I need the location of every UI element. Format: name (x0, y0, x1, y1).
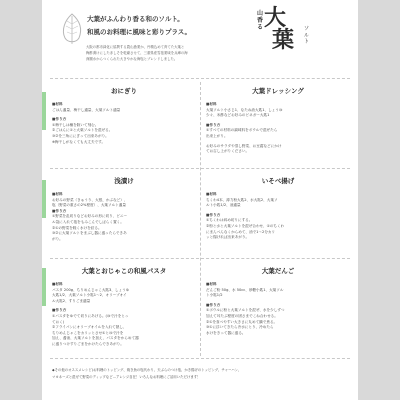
recipe-line: ル袋に入れて塩をもみこんでしばらく置く。 (52, 219, 124, 224)
recipe-line: ■材料 (206, 282, 217, 286)
recipe-line: ッと揚げれば出来あがり。 (206, 235, 250, 240)
recipe-line: ③①に浮いてきたら冷水にとり、冷めたら (206, 325, 274, 330)
recipe-line: パスタ 200g、ちりめんじゃこ大匙3、しょうゆ (52, 287, 130, 292)
recipe-line: ③②に大葉ソルトをまぶし器に盛ったらできあ (52, 231, 127, 236)
recipe-line: ①ボウルに粉と大葉ソルトを混ぜ、水を少しずつ (206, 308, 285, 313)
footer-note (42, 364, 358, 388)
recipe-dango (206, 266, 350, 356)
recipe-line: ①野菜を乱切りなどお好みの形に切り、ビニー (52, 214, 128, 219)
recipe-title: いそべ揚げ (261, 177, 295, 185)
divider (50, 78, 350, 79)
recipe-title: おにぎり (111, 87, 137, 95)
recipe-line: ②粉と水と大葉ソルトを混ぜ合わせ、①のちくわ (206, 223, 285, 228)
recipe-dressing (206, 86, 350, 164)
recipe-line: ②①の野菜を軽く水けを絞る。 (52, 225, 102, 230)
recipe-asazuke (52, 176, 196, 256)
intro-line: 深層水からつくられた大きやかな海塩とブレンドしました。 (86, 57, 178, 61)
recipe-title: 大葉ドレッシング (252, 87, 304, 95)
recipe-line: 大葉ソルト小さじ1、なたね油大匙1、しょうゆ (206, 107, 283, 112)
recipe-line: ル大匙2、すりごま適量 (52, 298, 91, 303)
tagline-1: 大葉がふんわり香る和のソルト。 (87, 15, 184, 23)
recipe-isobe-age (206, 176, 350, 256)
column-divider (200, 82, 201, 356)
recipe-line: 塩（野菜の重さの2%程度）、大葉ソルト適量 (52, 203, 126, 208)
recipe-line: ■材料 (52, 282, 63, 286)
hero-section (42, 0, 358, 70)
recipe-line: ※梅干しがなくても大丈夫です。 (52, 139, 106, 144)
recipe-line: ておく) (52, 319, 65, 324)
intro-line: 大阪の都市緑化に協賛する農山漁業か、丹精込めて育てた大葉と (86, 45, 185, 49)
recipe-line: 加えて耳たぶ程度の固さまでこね合わせる。 (206, 313, 278, 318)
recipe-line: ③②を三角ににぎって出来あがり。 (52, 133, 109, 138)
recipe-line: ト小匙1/2 (206, 293, 223, 298)
recipe-line: ①ちくわは斜め切りにする。 (206, 218, 253, 223)
recipe-line: ■作り方 (206, 212, 221, 217)
recipe-card (42, 0, 358, 400)
recipe-line: ①梅干しは種を除いて刻む。 (52, 122, 99, 127)
brand-char-1: 大 (264, 6, 287, 31)
divider (50, 358, 350, 359)
recipe-line: ①パスタをゆでて切りにあげる。(ゆで汁をとっ (52, 313, 129, 318)
recipe-line: ちくわ4本、薄力粉大匙2、水大匙2、大葉ソ (206, 197, 278, 202)
recipe-line: 出来上がり。 (206, 133, 228, 138)
recipe-line: ちりめんじゃこをカリッとさせ①とゆで汁を (52, 330, 124, 335)
recipe-line: ■作り方 (52, 308, 67, 313)
footer-line: ◆その他のオススメレシピ(お料理のトッピング、焼き魚の塩代わり、天ぷらのつけ塩、かき揚げのトッピング、チャーハン、 (52, 368, 242, 372)
recipe-line: ■材料 (206, 192, 217, 196)
recipe-title: 大葉とおじゃこの和風パスタ (81, 267, 167, 275)
tagline-2: 和風のお料理に風味と彩りプラス。 (87, 28, 191, 36)
recipe-line: お好みのサラダや蒸し野菜、お豆腐などにかけ (206, 143, 282, 148)
recipe-line: ■作り方 (206, 122, 221, 127)
recipe-line: に盛りつけすりごまをかけたらできあがり。 (52, 341, 124, 346)
recipe-line: てお召し上がりください。 (206, 149, 250, 154)
recipe-line: ②ごはんに①と大葉ソルトを混ぜる。 (52, 128, 113, 133)
recipe-line: 少々、米酢などお好みのビネガー大匙1 (206, 113, 270, 118)
recipe-line: ①すべての材料の調味料をボウルで混ぜたら (206, 128, 278, 133)
recipe-line: ごはん適量、梅干し適量、大葉ソルト適量 (52, 107, 121, 112)
footer-line: マヨネーズと混ぜて野菜のディップなど…アレンジ自在！いろんなお料理にご活用いただけます！ (52, 375, 201, 379)
recipe-line: 加え、醤油、大葉ソルトを加え、パスタをからめて器 (52, 336, 139, 341)
recipe-line: ルト小匙1/2、油適量 (206, 203, 241, 208)
recipe-line: だんご粉 50g、水 50cc、砂糖小匙1、大葉ソル (206, 287, 284, 292)
recipe-line: ■材料 (206, 102, 217, 106)
recipe-line: ■作り方 (206, 302, 221, 307)
brand-small-text: 山香る (256, 10, 263, 31)
recipe-line: お好みの野菜（きゅうり、大根、かぶなど）、 (52, 197, 128, 202)
accent-bar (42, 268, 46, 306)
recipe-line: にまんべんなくからめて、油で1〜2分カリ (206, 229, 276, 234)
recipe-line: ②①を食べやすい大きさに丸めて鍋で煮る。 (206, 319, 278, 324)
recipe-line: 大匙1/2、大葉ソルト小匙1〜2、オリーブオイ (52, 293, 127, 298)
recipe-title: 浅漬け (114, 177, 134, 185)
intro-line: 梅酢漬けにした赤しそを乾燥させて、三重県産雪塩業域を兵庫の海 (86, 51, 188, 55)
accent-bar (42, 180, 46, 218)
recipe-line: ■材料 (52, 102, 63, 106)
brand-salt-text: ソルト (303, 26, 310, 45)
recipe-line: ②フライパンにオリーブオイルを入れて熱し、 (52, 325, 127, 330)
intro-text (86, 44, 272, 62)
brand-char-2: 葉 (272, 28, 295, 53)
recipe-line: 水けをきって器に盛る。 (206, 330, 246, 335)
leaf-icon (59, 12, 85, 46)
brand-logo (254, 6, 310, 62)
recipe-line: ■作り方 (52, 117, 67, 122)
recipe-line: がり。 (52, 236, 63, 241)
recipe-title: 大葉だんご (261, 267, 295, 275)
recipe-pasta (52, 266, 196, 356)
recipe-line: ■作り方 (52, 208, 67, 213)
accent-bar (42, 92, 46, 130)
recipe-onigiri (52, 86, 196, 164)
recipe-line: ■材料 (52, 192, 63, 196)
